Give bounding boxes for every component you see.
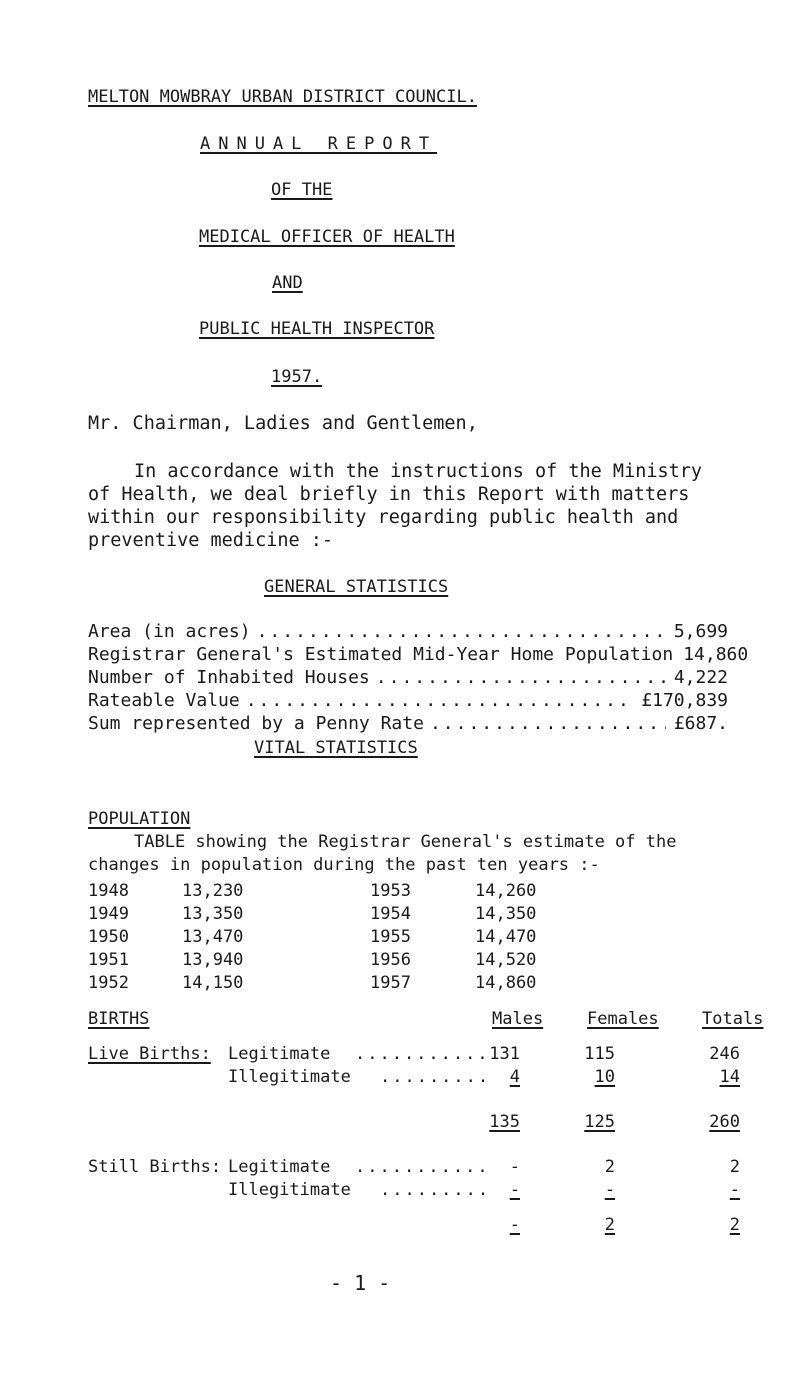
pop-value: 14,860: [475, 973, 537, 993]
pop-year: 1953: [370, 881, 411, 901]
leader-dots: [257, 621, 666, 643]
col-totals: Totals: [702, 1009, 764, 1029]
pop-value: 14,520: [475, 950, 537, 970]
report-subtitle-moh: MEDICAL OFFICER OF HEALTH: [199, 227, 455, 247]
report-year: 1957.: [271, 367, 323, 387]
col-females: Females: [587, 1009, 659, 1029]
stat-value: £170,839: [641, 690, 728, 711]
stat-value: 5,699: [673, 621, 728, 642]
pop-year: 1951: [88, 950, 129, 970]
leader-dots: ...........: [355, 1044, 490, 1064]
report-title: ANNUAL REPORT: [200, 134, 438, 154]
still-illegit-totals: -: [729, 1180, 740, 1200]
population-intro-line2: changes in population during the past ten years :-: [88, 855, 600, 875]
stat-label: Registrar General's Estimated Mid-Year Home Population: [88, 644, 674, 665]
pop-value: 13,350: [182, 904, 244, 924]
stat-row-rateable: [88, 690, 728, 712]
general-statistics-heading: GENERAL STATISTICS: [264, 577, 449, 597]
report-subtitle-phi: PUBLIC HEALTH INSPECTOR: [199, 319, 435, 339]
live-illegit-males: 4: [509, 1067, 520, 1087]
stat-row-houses: [88, 667, 728, 689]
still-legit-totals: 2: [729, 1157, 740, 1177]
pop-value: 14,350: [475, 904, 537, 924]
still-illegit-females: -: [604, 1180, 615, 1200]
stat-label: Sum represented by a Penny Rate: [88, 713, 424, 734]
live-total-males: 135: [489, 1112, 520, 1132]
stat-value: 14,860: [683, 644, 749, 665]
stat-label: Area (in acres): [88, 621, 251, 642]
live-illegitimate-label: Illegitimate: [228, 1067, 351, 1087]
live-total-females: 125: [584, 1112, 615, 1132]
still-illegit-males: -: [509, 1180, 520, 1200]
still-total-totals: 2: [729, 1215, 740, 1235]
stat-label: Number of Inhabited Houses: [88, 667, 370, 688]
still-illegitimate-label: Illegitimate: [228, 1180, 351, 1200]
still-legitimate-label: Legitimate: [228, 1157, 331, 1177]
pop-value: 14,260: [475, 881, 537, 901]
col-males: Males: [492, 1009, 544, 1029]
pop-value: 13,230: [182, 881, 244, 901]
pop-value: 14,470: [475, 927, 537, 947]
pop-year: 1957: [370, 973, 411, 993]
leader-dots: [430, 713, 666, 735]
vital-statistics-heading: VITAL STATISTICS: [254, 738, 418, 758]
still-births-label: Still Births:: [88, 1157, 222, 1177]
leader-dots: [246, 690, 634, 712]
salutation: Mr. Chairman, Ladies and Gentlemen,: [88, 413, 478, 434]
intro-paragraph: In accordance with the instructions of the Ministry of Health, we deal briefly in this Report with matters within our responsibility regarding public health and preventive medicine :-: [88, 461, 703, 551]
live-illegit-totals: 14: [719, 1067, 740, 1087]
still-total-males: -: [509, 1215, 520, 1235]
pop-value: 13,470: [182, 927, 244, 947]
pop-value: 14,150: [182, 973, 244, 993]
live-legit-males: 131: [489, 1044, 520, 1064]
live-legit-totals: 246: [709, 1044, 740, 1064]
births-heading: BIRTHS: [88, 1009, 150, 1029]
still-legit-females: 2: [604, 1157, 615, 1177]
leader-dots: .........: [380, 1067, 491, 1087]
report-subtitle-of-the: OF THE: [271, 180, 333, 200]
page-number: - 1 -: [330, 1271, 391, 1295]
population-heading: POPULATION: [88, 809, 191, 829]
population-intro-line1: TABLE showing the Registrar General's estimate of the: [134, 832, 677, 852]
stat-value: £687.: [673, 713, 728, 734]
leader-dots: ...........: [355, 1157, 490, 1177]
pop-value: 13,940: [182, 950, 244, 970]
council-name: MELTON MOWBRAY URBAN DISTRICT COUNCIL.: [88, 87, 477, 107]
stat-row-penny-rate: [88, 713, 728, 735]
pop-year: 1954: [370, 904, 411, 924]
pop-year: 1955: [370, 927, 411, 947]
live-illegit-females: 10: [594, 1067, 615, 1087]
leader-dots: [376, 667, 666, 689]
stat-label: Rateable Value: [88, 690, 240, 711]
pop-year: 1949: [88, 904, 129, 924]
stat-value: 4,222: [673, 667, 728, 688]
live-total-totals: 260: [709, 1112, 740, 1132]
pop-year: 1956: [370, 950, 411, 970]
pop-year: 1950: [88, 927, 129, 947]
report-subtitle-and: AND: [272, 273, 303, 293]
live-legitimate-label: Legitimate: [228, 1044, 331, 1064]
leader-dots: .........: [380, 1180, 491, 1200]
live-births-label: Live Births:: [88, 1044, 211, 1064]
stat-row-population: [88, 644, 749, 666]
stat-row-area: [88, 621, 728, 643]
still-legit-males: -: [509, 1157, 520, 1177]
pop-year: 1952: [88, 973, 129, 993]
live-legit-females: 115: [584, 1044, 615, 1064]
pop-year: 1948: [88, 881, 129, 901]
still-total-females: 2: [604, 1215, 615, 1235]
